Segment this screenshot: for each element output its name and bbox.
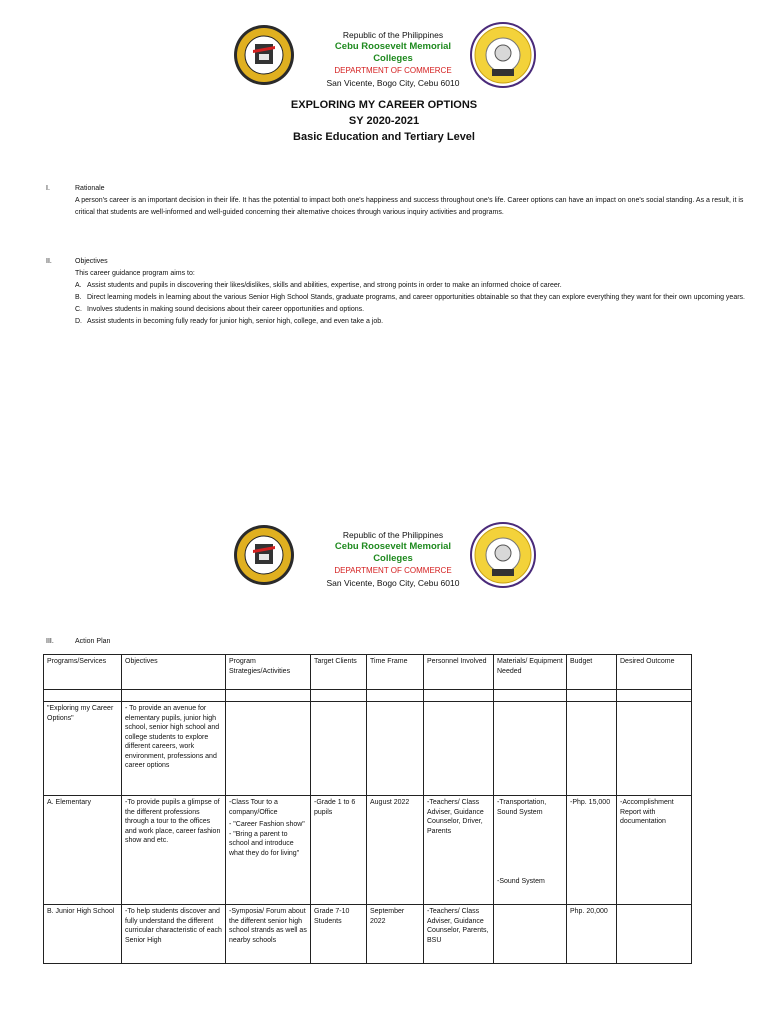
column-header: Objectives xyxy=(122,655,226,690)
outcome-cell xyxy=(617,702,692,796)
strategy-item: - "Career Fashion show" xyxy=(229,821,305,828)
strategies-cell xyxy=(226,796,311,905)
column-header: Time Frame xyxy=(367,655,424,690)
table-header-row xyxy=(44,655,692,690)
action-plan-table xyxy=(43,654,692,964)
column-header: Budget xyxy=(567,655,617,690)
column-header: Materials/ Equipment Needed xyxy=(494,655,567,690)
personnel-cell: -Teachers/ Class Adviser, Guidance Counselor, Parents, BSU xyxy=(424,905,494,964)
time-cell: August 2022 xyxy=(367,796,424,905)
section-number: III. xyxy=(46,638,54,645)
objectives-cell: -To provide pupils a glimpse of the different professions through a tour to the offices and work place, career fashion show and etc. xyxy=(122,796,226,905)
document-title xyxy=(0,97,768,145)
clients-cell: -Grade 1 to 6 pupils xyxy=(311,796,367,905)
column-header: Desired Outcome xyxy=(617,655,692,690)
letterhead xyxy=(0,520,768,600)
outcome-cell xyxy=(617,905,692,964)
section-number: I. xyxy=(46,185,50,192)
title-line-1: EXPLORING MY CAREER OPTIONS xyxy=(290,99,478,111)
college-seal-icon xyxy=(233,24,295,86)
program-cell: A. Elementary xyxy=(44,796,122,905)
republic-text: Republic of the Philippines xyxy=(342,30,444,40)
material-item: -Sound System xyxy=(497,878,545,885)
strategy-item: -Class Tour to a company/Office xyxy=(229,799,278,816)
college-address: San Vicente, Bogo City, Cebu 6010 xyxy=(326,78,460,88)
department-seal-icon xyxy=(470,22,536,88)
materials-cell xyxy=(494,796,567,905)
section-heading: Objectives xyxy=(75,258,108,265)
department-name: DEPARTMENT OF COMMERCE xyxy=(334,66,452,75)
budget-cell xyxy=(567,702,617,796)
program-cell: "Exploring my Career Options" xyxy=(44,702,122,796)
objectives-intro: This career guidance program aims to: xyxy=(75,270,195,277)
personnel-cell xyxy=(424,702,494,796)
time-cell xyxy=(367,702,424,796)
objectives-cell: - To provide an avenue for elementary pupils, junior high school, senior high school and college students to explore different careers, work environment, professions and career options xyxy=(122,702,226,796)
clients-cell xyxy=(311,702,367,796)
title-line-2: SY 2020-2021 xyxy=(348,115,420,127)
column-header: Program Strategies/Activities xyxy=(226,655,311,690)
republic-text: Republic of the Philippines xyxy=(342,530,444,540)
college-address: San Vicente, Bogo City, Cebu 6010 xyxy=(326,578,460,588)
budget-cell: Php. 20,000 xyxy=(567,905,617,964)
section-number: II. xyxy=(46,258,52,265)
table-row xyxy=(44,796,692,905)
budget-cell: -Php. 15,000 xyxy=(567,796,617,905)
college-name: Cebu Roosevelt Memorial Colleges xyxy=(334,541,452,564)
materials-cell xyxy=(494,702,567,796)
materials-cell xyxy=(494,905,567,964)
rationale-text: A person's career is an important decision in their life. It has the potential to impact both one's happiness and success throughout one's life. Career options can have an impact on one's social standing. As a result, it is critical that students are well-informed and well-guided concerning their alternative choices through various inquiry activities and programs. xyxy=(75,197,744,216)
section-heading: Action Plan xyxy=(75,638,111,645)
table-spacer-row xyxy=(44,690,692,702)
objective-item: C. Involves students in making sound decisions about their career opportunities and options. xyxy=(75,306,365,313)
table-row xyxy=(44,702,692,796)
column-header: Target Clients xyxy=(311,655,367,690)
table-row xyxy=(44,905,692,964)
department-name: DEPARTMENT OF COMMERCE xyxy=(334,566,452,575)
section-heading: Rationale xyxy=(75,185,105,192)
material-item: -Transportation, Sound System xyxy=(497,799,547,816)
objective-item: B. Direct learning models in learning about the various Senior High School Stands, graduate programs, and career opportunities obtainable so that they can explore everything they want for their own upcoming years. xyxy=(75,294,745,301)
outcome-cell: -Accomplishment Report with documentation xyxy=(617,796,692,905)
column-header: Programs/Services xyxy=(44,655,122,690)
college-name: Cebu Roosevelt Memorial Colleges xyxy=(334,41,452,64)
column-header: Personnel Involved xyxy=(424,655,494,690)
college-seal-icon xyxy=(233,524,295,586)
objectives-cell: -To help students discover and fully understand the different curricular characteristic of each Senior High xyxy=(122,905,226,964)
title-line-3: Basic Education and Tertiary Level xyxy=(293,131,475,143)
department-seal-icon xyxy=(470,522,536,588)
strategies-cell: -Symposia/ Forum about the different senior high school strands as well as nearby schools xyxy=(226,905,311,964)
clients-cell: Grade 7-10 Students xyxy=(311,905,367,964)
personnel-cell: -Teachers/ Class Adviser, Guidance Counselor, Driver, Parents xyxy=(424,796,494,905)
strategies-cell xyxy=(226,702,311,796)
objective-item: A. Assist students and pupils in discovering their likes/dislikes, skills and abilities, expertise, and strong points in order to make an informed choice of career. xyxy=(75,282,562,289)
strategy-item: - "Bring a parent to school and introduce what they do for living" xyxy=(229,830,300,857)
objective-item: D. Assist students in becoming fully ready for junior high, senior high, college, and even take a job. xyxy=(75,318,384,325)
time-cell: September 2022 xyxy=(367,905,424,964)
program-cell: B. Junior High School xyxy=(44,905,122,964)
letterhead xyxy=(0,20,768,100)
